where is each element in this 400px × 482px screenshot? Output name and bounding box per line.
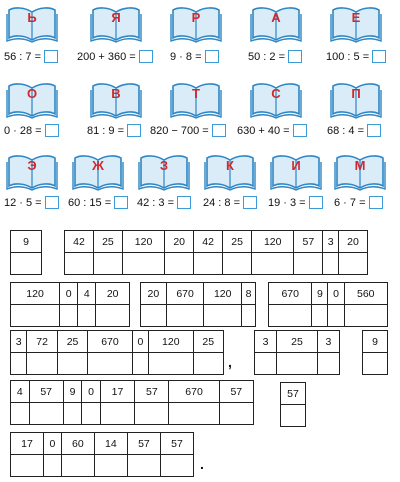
puzzle-grid <box>362 330 388 375</box>
letter-cell[interactable] <box>60 305 78 327</box>
letter-cell[interactable] <box>11 353 27 375</box>
number-cell: 20 <box>338 231 367 253</box>
letter-cell[interactable] <box>219 403 253 425</box>
letter-label: Э <box>27 158 37 173</box>
answer-box[interactable] <box>367 124 381 137</box>
number-cell: 0 <box>328 283 344 305</box>
puzzle-grid <box>64 230 368 275</box>
book-icon <box>270 152 322 192</box>
letter-cell[interactable] <box>160 455 193 477</box>
book-icon <box>72 152 124 192</box>
letter-cell[interactable] <box>344 305 387 327</box>
number-cell: 20 <box>141 283 167 305</box>
math-expression: 42 : 3 = <box>137 196 191 209</box>
letter-label: Ь <box>27 10 37 25</box>
letter-cell[interactable] <box>165 253 194 275</box>
number-cell: 670 <box>169 381 219 403</box>
number-cell: 0 <box>44 433 62 455</box>
letter-cell[interactable] <box>11 403 30 425</box>
math-expression: 81 : 9 = <box>87 124 141 137</box>
number-cell: 25 <box>277 331 318 353</box>
number-cell: 42 <box>65 231 94 253</box>
number-cell: 42 <box>194 231 223 253</box>
letter-label: Р <box>191 10 201 25</box>
answer-box[interactable] <box>177 196 191 209</box>
math-expression: 12 · 5 = <box>4 196 59 209</box>
letter-cell[interactable] <box>11 455 44 477</box>
number-cell: 120 <box>122 231 164 253</box>
letter-cell[interactable] <box>255 353 277 375</box>
number-cell: 4 <box>11 381 30 403</box>
letter-cell[interactable] <box>27 353 57 375</box>
letter-cell[interactable] <box>194 253 223 275</box>
letter-cell[interactable] <box>242 305 256 327</box>
letter-label: Ж <box>92 158 104 173</box>
letter-cell[interactable] <box>269 305 312 327</box>
book-icon <box>170 4 222 44</box>
number-cell: 72 <box>27 331 57 353</box>
letter-label: З <box>159 158 169 173</box>
letter-cell[interactable] <box>294 253 323 275</box>
letter-cell[interactable] <box>57 353 87 375</box>
letter-cell[interactable] <box>88 353 132 375</box>
math-expression: 820 − 700 = <box>150 124 226 137</box>
letter-label: Т <box>192 86 200 101</box>
math-expression: 100 : 5 = <box>326 50 386 63</box>
math-expression: 0 · 28 = <box>4 124 59 137</box>
letter-cell[interactable] <box>312 305 328 327</box>
letter-cell[interactable] <box>93 253 122 275</box>
puzzle-grid <box>254 330 340 375</box>
math-expression: 630 + 40 = <box>237 124 307 137</box>
puzzle-grid <box>10 432 194 477</box>
letter-cell[interactable] <box>169 403 219 425</box>
book-icon <box>334 152 386 192</box>
book-icon <box>250 80 302 120</box>
letter-cell[interactable] <box>122 253 164 275</box>
answer-box[interactable] <box>45 124 59 137</box>
letter-label: П <box>351 86 361 101</box>
letter-cell[interactable] <box>338 253 367 275</box>
letter-cell[interactable] <box>281 405 306 427</box>
answer-box[interactable] <box>212 124 226 137</box>
number-cell: 0 <box>82 381 101 403</box>
math-expression: 19 · 3 = <box>268 196 323 209</box>
book-icon <box>6 80 58 120</box>
letter-cell[interactable] <box>11 253 42 275</box>
letter-label: А <box>271 10 281 25</box>
answer-box[interactable] <box>293 124 307 137</box>
puzzle-grid <box>10 230 42 275</box>
number-cell: 57 <box>219 381 253 403</box>
puzzle-grid <box>10 380 254 425</box>
number-cell: 17 <box>100 381 134 403</box>
book-icon <box>6 4 58 44</box>
letter-cell[interactable] <box>65 253 94 275</box>
number-cell: 4 <box>78 283 96 305</box>
answer-box[interactable] <box>288 50 302 63</box>
letter-cell[interactable] <box>127 455 160 477</box>
number-cell: 9 <box>312 283 328 305</box>
letter-label: К <box>226 158 234 173</box>
number-cell: 670 <box>88 331 132 353</box>
letter-cell[interactable] <box>135 403 169 425</box>
puzzle-grid <box>268 282 388 327</box>
letter-cell[interactable] <box>193 353 223 375</box>
book-icon <box>250 4 302 44</box>
number-cell: 17 <box>11 433 44 455</box>
letter-cell[interactable] <box>100 403 134 425</box>
book-icon <box>138 152 190 192</box>
letter-cell[interactable] <box>223 253 252 275</box>
letter-cell[interactable] <box>132 353 148 375</box>
number-cell: 670 <box>166 283 204 305</box>
math-expression: 200 + 360 = <box>77 50 153 63</box>
number-cell: 57 <box>29 381 63 403</box>
number-cell: 0 <box>132 331 148 353</box>
letter-cell[interactable] <box>252 253 294 275</box>
number-cell: 57 <box>160 433 193 455</box>
math-expression: 68 : 4 = <box>327 124 381 137</box>
number-cell: 57 <box>127 433 160 455</box>
book-icon <box>170 80 222 120</box>
book-icon <box>90 4 142 44</box>
book-icon <box>204 152 256 192</box>
number-cell: 25 <box>57 331 87 353</box>
period-mark: . <box>200 456 204 472</box>
number-cell: 8 <box>242 283 256 305</box>
number-cell: 25 <box>193 331 223 353</box>
book-icon <box>330 80 382 120</box>
answer-box[interactable] <box>309 196 323 209</box>
letter-cell[interactable] <box>149 353 193 375</box>
letter-cell[interactable] <box>96 305 130 327</box>
number-cell: 120 <box>149 331 193 353</box>
letter-cell[interactable] <box>44 455 62 477</box>
answer-box[interactable] <box>243 196 257 209</box>
letter-cell[interactable] <box>78 305 96 327</box>
number-cell: 9 <box>63 381 82 403</box>
puzzle-grid <box>280 382 306 427</box>
answer-box[interactable] <box>45 196 59 209</box>
answer-box[interactable] <box>205 50 219 63</box>
number-cell: 670 <box>269 283 312 305</box>
answer-box[interactable] <box>139 50 153 63</box>
letter-cell[interactable] <box>141 305 167 327</box>
puzzle-grid <box>10 282 130 327</box>
number-cell: 560 <box>344 283 387 305</box>
number-cell: 3 <box>323 231 339 253</box>
letter-cell[interactable] <box>82 403 101 425</box>
number-cell: 120 <box>204 283 242 305</box>
answer-box[interactable] <box>127 124 141 137</box>
math-expression: 50 : 2 = <box>248 50 302 63</box>
number-cell: 9 <box>363 331 388 353</box>
number-cell: 57 <box>281 383 306 405</box>
number-cell: 60 <box>61 433 94 455</box>
math-expression: 24 : 8 = <box>203 196 257 209</box>
puzzle-grid <box>140 282 256 327</box>
number-cell: 25 <box>93 231 122 253</box>
number-cell: 25 <box>223 231 252 253</box>
puzzle-grid <box>10 330 224 375</box>
number-cell: 20 <box>165 231 194 253</box>
letter-cell[interactable] <box>11 305 60 327</box>
letter-cell[interactable] <box>363 353 388 375</box>
math-expression: 60 : 15 = <box>68 196 128 209</box>
letter-label: В <box>111 86 121 101</box>
letter-cell[interactable] <box>63 403 82 425</box>
answer-box[interactable] <box>114 196 128 209</box>
number-cell: 57 <box>294 231 323 253</box>
number-cell: 120 <box>252 231 294 253</box>
number-cell: 57 <box>135 381 169 403</box>
letter-cell[interactable] <box>277 353 318 375</box>
answer-box[interactable] <box>44 50 58 63</box>
letter-label: О <box>26 86 38 101</box>
number-cell: 120 <box>11 283 60 305</box>
number-cell: 3 <box>11 331 27 353</box>
letter-cell[interactable] <box>317 353 339 375</box>
letter-label: М <box>354 158 366 173</box>
letter-cell[interactable] <box>94 455 127 477</box>
comma-mark: , <box>228 354 232 370</box>
answer-box[interactable] <box>369 196 383 209</box>
number-cell: 3 <box>317 331 339 353</box>
number-cell: 0 <box>60 283 78 305</box>
number-cell: 3 <box>255 331 277 353</box>
letter-cell[interactable] <box>328 305 344 327</box>
letter-cell[interactable] <box>29 403 63 425</box>
book-icon <box>90 80 142 120</box>
letter-cell[interactable] <box>166 305 204 327</box>
math-expression: 56 : 7 = <box>4 50 58 63</box>
math-expression: 6 · 7 = <box>334 196 383 209</box>
letter-label: С <box>271 86 281 101</box>
letter-cell[interactable] <box>61 455 94 477</box>
letter-label: Е <box>351 10 361 25</box>
letter-cell[interactable] <box>323 253 339 275</box>
book-icon <box>330 4 382 44</box>
math-expression: 9 · 8 = <box>170 50 219 63</box>
answer-box[interactable] <box>372 50 386 63</box>
letter-label: И <box>291 158 301 173</box>
book-icon <box>6 152 58 192</box>
letter-label: Я <box>111 10 121 25</box>
letter-cell[interactable] <box>204 305 242 327</box>
number-cell: 14 <box>94 433 127 455</box>
number-cell: 9 <box>11 231 42 253</box>
number-cell: 20 <box>96 283 130 305</box>
